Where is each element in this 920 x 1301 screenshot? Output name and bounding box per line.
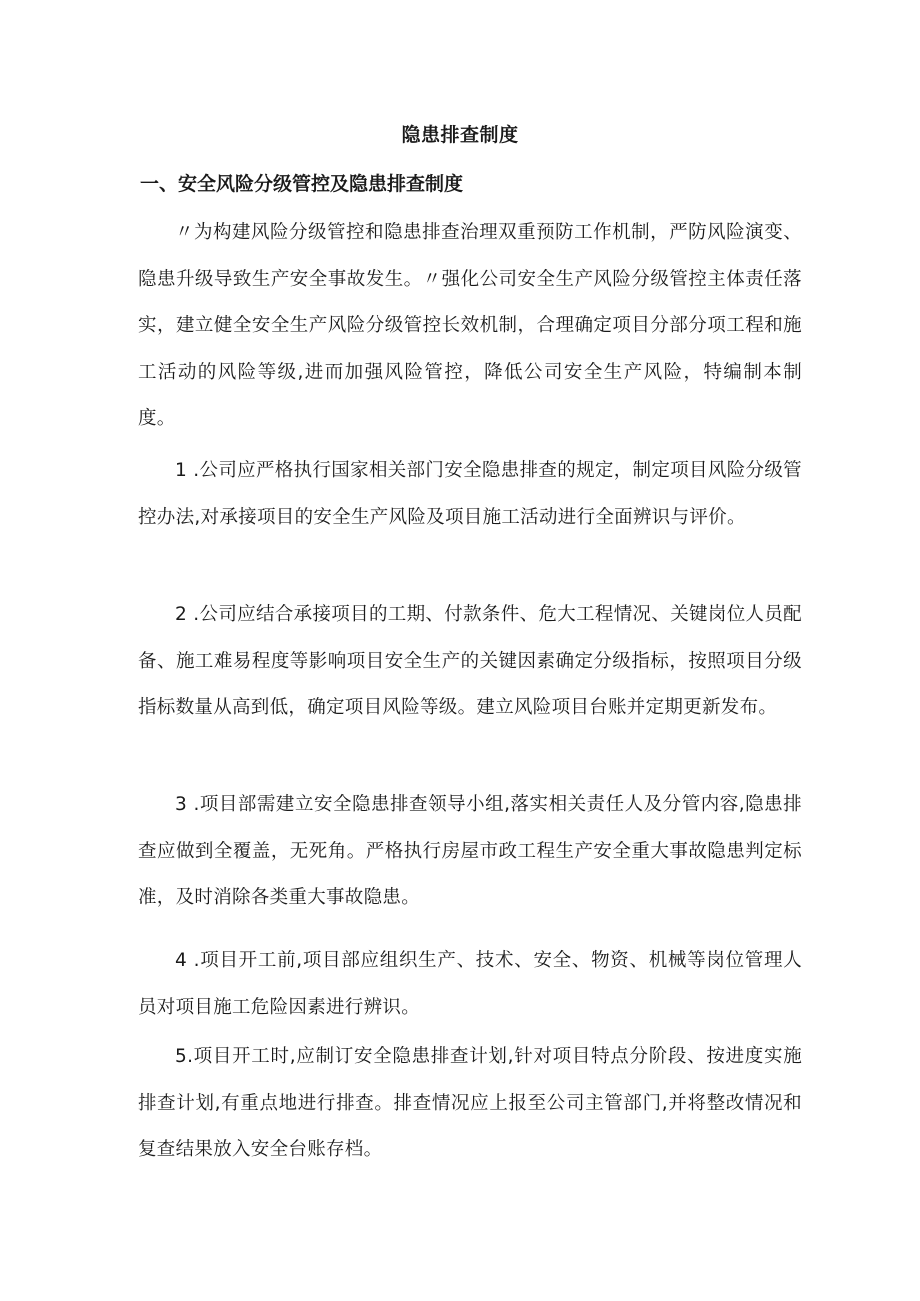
section-heading: 一、安全风险分级管控及隐患排查制度 (140, 173, 464, 195)
list-item-5: 5.项目开工时,应制订安全隐患排查计划,针对项目特点分阶段、按进度实施排查计划,有重点地进行排查。排查情况应上报至公司主管部门,并将整改情况和复查结果放入安全台账存档。 (138, 1046, 802, 1160)
list-item-2: 2 .公司应结合承接项目的工期、付款条件、危大工程情况、关键岗位人员配备、施工难易程度等影响项目安全生产的关键因素确定分级指标，按照项目分级指标数量从高到低，确定项目风险等级。建立风险项目台账并定期更新发布。 (138, 604, 802, 718)
list-item-1: 1 .公司应严格执行国家相关部门安全隐患排查的规定，制定项目风险分级管控办法,对承接项目的安全生产风险及项目施工活动进行全面辨识与评价。 (138, 460, 802, 528)
document-title: 隐患排查制度 (401, 124, 519, 146)
list-item-4: 4 .项目开工前,项目部应组织生产、技术、安全、物资、机械等岗位管理人员对项目施工危险因素进行辨识。 (138, 950, 802, 1018)
list-item-3: 3 .项目部需建立安全隐患排查领导小组,落实相关责任人及分管内容,隐患排查应做到全覆盖，无死角。严格执行房屋市政工程生产安全重大事故隐患判定标准，及时消除各类重大事故隐患。 (138, 794, 802, 908)
intro-paragraph: 〃为构建风险分级管控和隐患排查治理双重预防工作机制，严防风险演变、隐患升级导致生产安全事故发生。〃强化公司安全生产风险分级管控主体责任落实，建立健全安全生产风险分级管控长效机制，合理确定项目分部分项工程和施工活动的风险等级,进而加强风险管控，降低公司安全生产风险，特编制本制度。 (138, 222, 802, 429)
